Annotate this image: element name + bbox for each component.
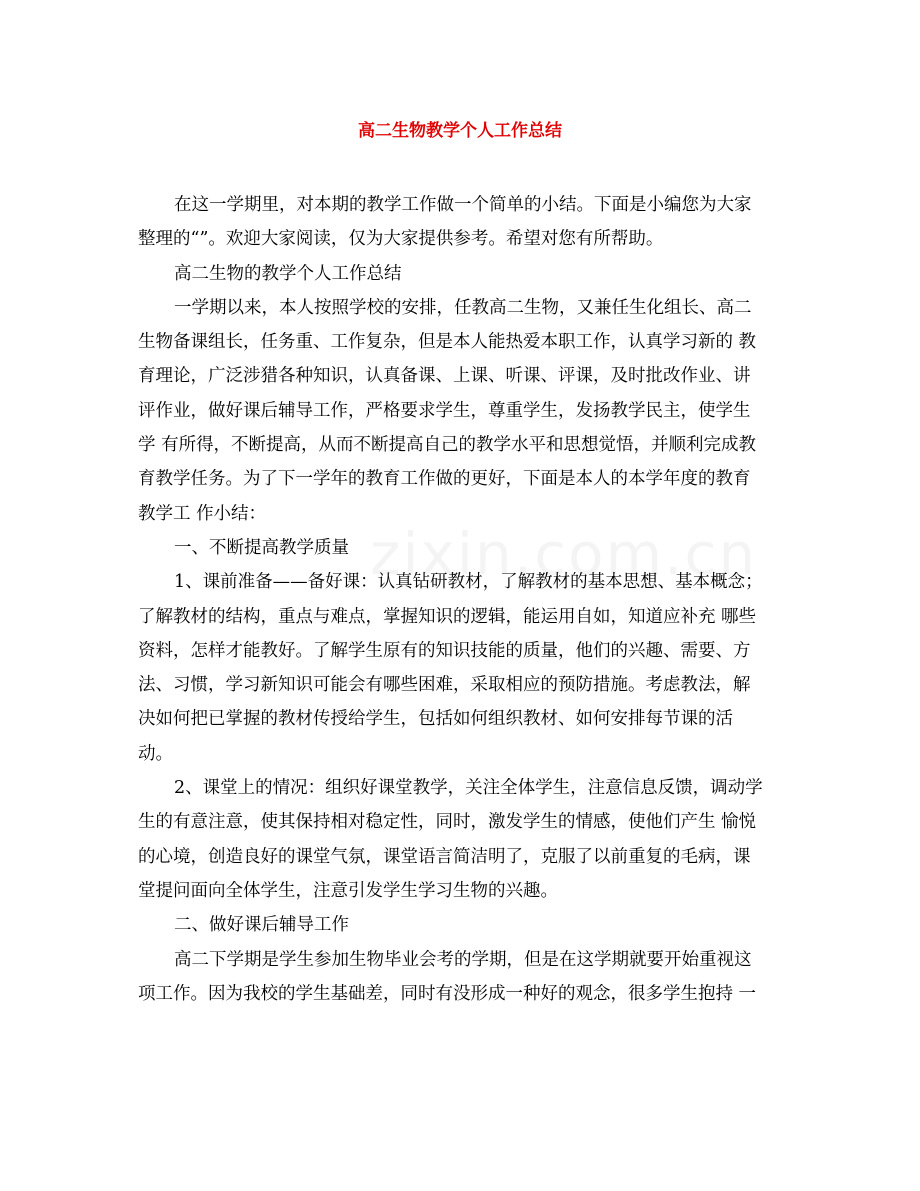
paragraph-line: 学 有所得，不断提高，从而不断提高自己的教学水平和思想觉悟，并顺利完成教: [138, 435, 757, 456]
paragraph-line: 资料，怎样才能教好。了解学生原有的知识技能的质量，他们的兴趣、需要、方: [138, 640, 751, 661]
paragraph-line: 决如何把已掌握的教材传授给学生，包括如何组织教材、如何安排每节课的活: [138, 709, 733, 730]
paragraph-line: 的心境，创造良好的课堂气氛，课堂语言简洁明了，克服了以前重复的毛病，课: [138, 846, 751, 867]
paragraph-line: 一学期以来，本人按照学校的安排，任教高二生物，又兼任生化组长、高二: [174, 297, 752, 318]
paragraph-line: 项工作。因为我校的学生基础差，同时有没形成一种好的观念，很多学生抱持 一: [138, 983, 757, 1004]
section-heading: 二、做好课后辅导工作: [174, 915, 349, 936]
paragraph-line: 2、课堂上的情况：组织好课堂教学，关注全体学生，注意信息反馈，调动学: [174, 778, 763, 799]
paragraph-line: 教学工 作小结：: [138, 503, 267, 524]
paragraph-line: 育教学任务。为了下一学年的教育工作做的更好，下面是本人的本学年度的教育: [138, 469, 751, 490]
document-title: 高二生物教学个人工作总结: [358, 121, 562, 141]
paragraph-line: 堂提问面向全体学生，注意引发学生学习生物的兴趣。: [138, 880, 558, 901]
paragraph-line: 评作业，做好课后辅导工作，严格要求学生，尊重学生，发扬教学民主，使学生: [138, 400, 751, 421]
paragraph-line: 育理论，广泛涉猎各种知识，认真备课、上课、听课、评课，及时批改作业、讲: [138, 366, 751, 387]
paragraph-line: 1、课前准备——备好课：认真钻研教材，了解教材的基本思想、基本概念；: [174, 572, 763, 593]
paragraph-line: 高二下学期是学生参加生物毕业会考的学期，但是在这学期就要开始重视这: [174, 949, 752, 970]
paragraph-line: 生的有意注意，使其保持相对稳定性，同时，激发学生的情感，使他们产生 愉悦: [138, 812, 757, 833]
section-heading: 一、不断提高教学质量: [174, 537, 349, 558]
paragraph-line: 法、习惯，学习新知识可能会有哪些困难，采取相应的预防措施。考虑教法，解: [138, 675, 751, 696]
section-heading: 高二生物的教学个人工作总结: [174, 263, 402, 284]
document-body: [138, 188, 782, 1011]
paragraph-line: 动。: [138, 743, 173, 764]
paragraph-line: 在这一学期里，对本期的教学工作做一个简单的小结。下面是小编您为大家: [174, 195, 752, 215]
paragraph-line: 了解教材的结构，重点与难点，掌握知识的逻辑，能运用自如，知道应补充 哪些: [138, 606, 757, 627]
paragraph-line: 整理的“”。欢迎大家阅读，仅为大家提供参考。希望对您有所帮助。: [138, 229, 664, 250]
paragraph-line: 生物备课组长，任务重、工作复杂，但是本人能热爱本职工作，认真学习新的 教: [138, 332, 757, 353]
